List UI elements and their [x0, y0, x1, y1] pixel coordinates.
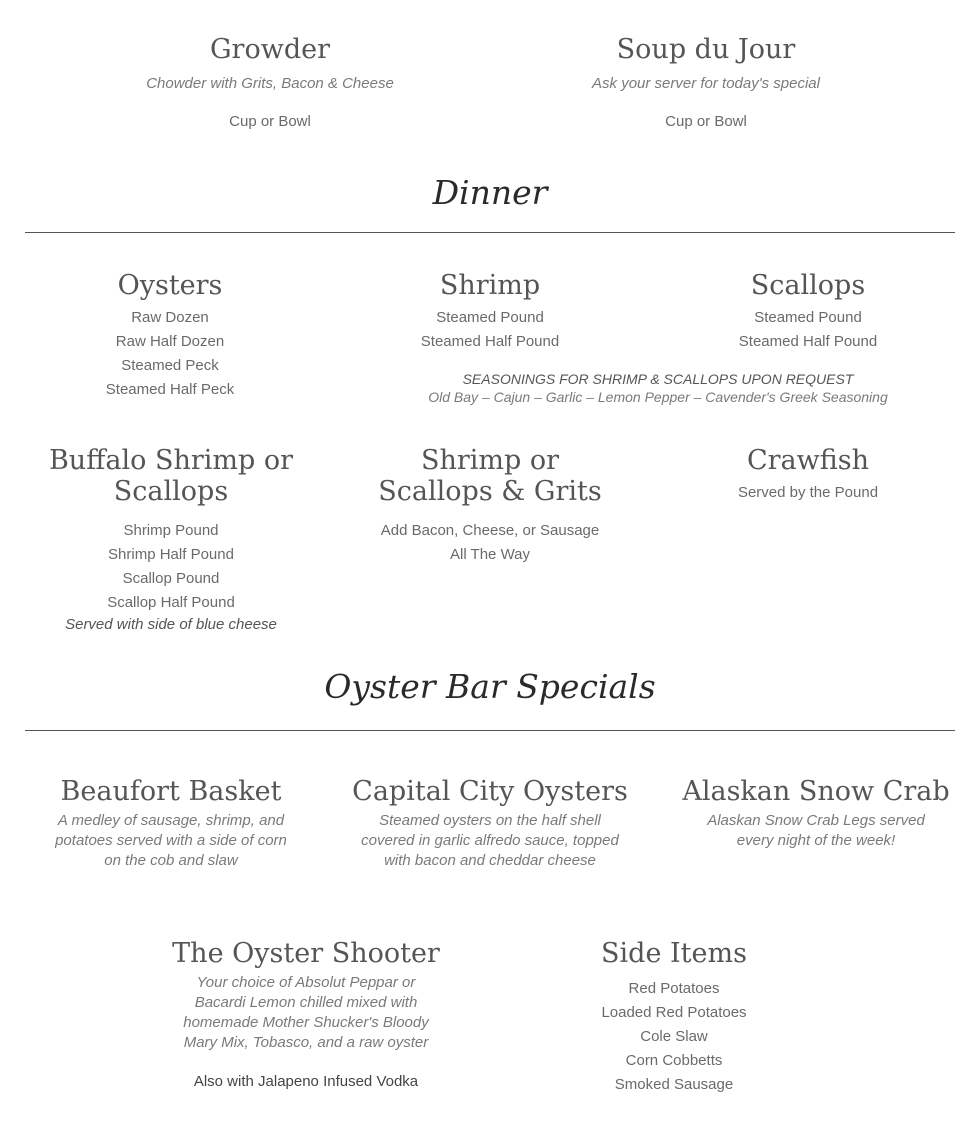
menu-grits — [365, 445, 615, 567]
item-title: Shrimp — [439, 270, 541, 301]
soup-description: Chowder with Grits, Bacon & Cheese — [146, 75, 394, 92]
soup-title: Growder — [209, 34, 330, 65]
list-item: Steamed Peck — [121, 357, 219, 374]
list-item: Steamed Half Peck — [105, 381, 235, 398]
menu-scallops — [688, 270, 928, 354]
item-title: Beaufort Basket — [60, 776, 282, 807]
special-beaufort — [36, 776, 306, 871]
list-item: Smoked Sausage — [614, 1076, 734, 1093]
special-alaskan — [676, 776, 956, 851]
menu-oysters — [50, 270, 290, 402]
soup-title: Soup du Jour — [616, 34, 796, 65]
special-oyster-shooter — [156, 938, 456, 1090]
special-capital-city — [340, 776, 640, 871]
side-items — [554, 938, 794, 1097]
item-description: Your choice of Absolut Peppar or Bacardi Lemon chilled mixed with homemade Mother Shucker's Bloody Mary Mix, Tobasco, and a raw oyster — [183, 974, 429, 1051]
list-item: Steamed Half Pound — [738, 333, 878, 350]
item-description: Steamed oysters on the half shell covered in garlic alfredo sauce, topped with bacon and cheddar cheese — [361, 812, 619, 869]
item-title: The Oyster Shooter — [172, 938, 440, 969]
shooter-extra: Also with Jalapeno Infused Vodka — [193, 1073, 419, 1090]
list-item: Served by the Pound — [737, 484, 879, 501]
list-item: Loaded Red Potatoes — [601, 1004, 747, 1021]
item-title: Alaskan Snow Crab — [682, 776, 950, 807]
menu-shrimp — [370, 270, 610, 354]
buffalo-note: Served with side of blue cheese — [65, 616, 277, 633]
item-title: Shrimp or Scallops & Grits — [378, 445, 602, 507]
list-item: Steamed Pound — [436, 309, 544, 326]
soup-growder — [120, 34, 420, 134]
menu-buffalo — [46, 445, 296, 633]
item-description: Alaskan Snow Crab Legs served every night of the week! — [707, 812, 925, 849]
item-title: Scallops — [750, 270, 866, 301]
list-item: Scallop Pound — [122, 570, 220, 587]
seasonings-heading: SEASONINGS FOR SHRIMP & SCALLOPS UPON REQUEST — [462, 371, 854, 387]
list-item: Scallop Half Pound — [107, 594, 235, 611]
list-item: Steamed Pound — [754, 309, 862, 326]
list-item: Shrimp Half Pound — [108, 546, 234, 563]
item-title: Capital City Oysters — [352, 776, 628, 807]
list-item: Red Potatoes — [628, 980, 720, 997]
list-item: Raw Half Dozen — [115, 333, 225, 350]
soup-description: Ask your server for today's special — [592, 75, 820, 92]
list-item: Corn Cobbetts — [625, 1052, 723, 1069]
soup-size: Cup or Bowl — [229, 113, 311, 130]
list-item: Shrimp Pound — [123, 522, 219, 539]
soup-du-jour — [556, 34, 856, 134]
menu-crawfish — [688, 445, 928, 505]
item-title: Buffalo Shrimp or Scallops — [48, 445, 294, 507]
item-title: Oysters — [117, 270, 223, 301]
soup-size: Cup or Bowl — [665, 113, 747, 130]
item-title: Crawfish — [746, 445, 870, 476]
dinner-divider — [25, 232, 955, 233]
seasonings-list: Old Bay – Cajun – Garlic – Lemon Pepper – Cavender's Greek Seasoning — [428, 389, 888, 405]
list-item: Cole Slaw — [640, 1028, 708, 1045]
dinner-heading: Dinner — [432, 173, 548, 212]
list-item: Raw Dozen — [131, 309, 209, 326]
list-item: All The Way — [449, 546, 531, 563]
list-item: Steamed Half Pound — [420, 333, 560, 350]
seasonings-note — [408, 371, 908, 407]
specials-heading: Oyster Bar Specials — [324, 667, 656, 706]
specials-divider — [25, 730, 955, 731]
item-title: Side Items — [601, 938, 747, 969]
item-description: A medley of sausage, shrimp, and potatoes served with a side of corn on the cob and slaw — [55, 812, 287, 869]
list-item: Add Bacon, Cheese, or Sausage — [380, 522, 600, 539]
